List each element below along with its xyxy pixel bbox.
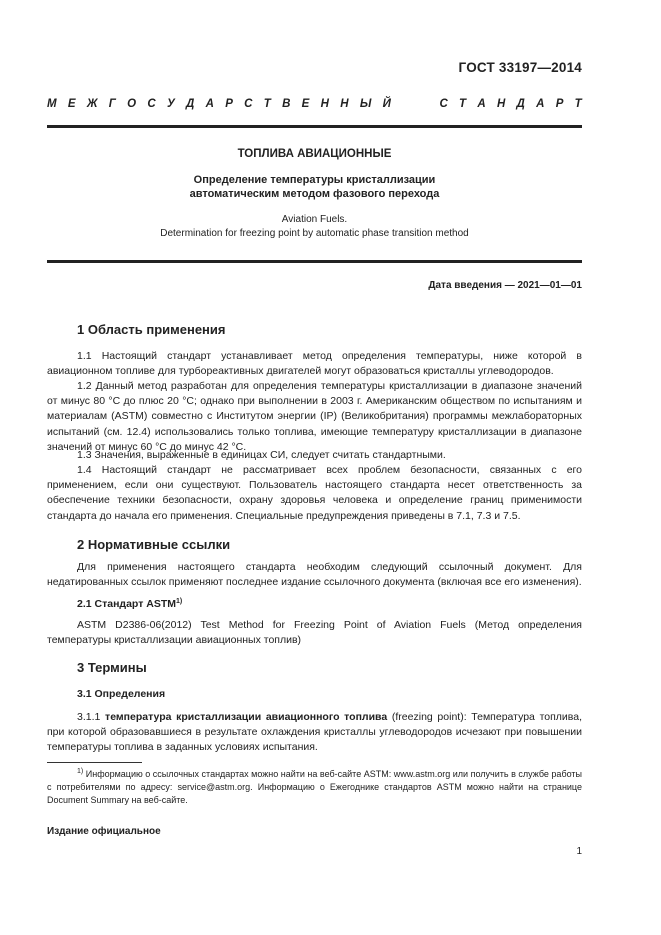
footnote-separator bbox=[47, 762, 142, 763]
section-2-heading: 2 Нормативные ссылки bbox=[77, 537, 231, 552]
banner-letter: М bbox=[47, 98, 57, 110]
interstate-standard-banner bbox=[47, 98, 582, 110]
footnote-marker: 1) bbox=[176, 598, 183, 605]
page-number: 1 bbox=[576, 846, 582, 857]
footnote-number: 1) bbox=[77, 768, 84, 775]
banner-letter: Т bbox=[574, 98, 582, 110]
banner-letter: Е bbox=[67, 98, 76, 110]
english-title bbox=[47, 213, 582, 241]
paragraph-2: Для применения настоящего стандарта необходим следующий ссылочный документ. Для недатированных ссылок применяют последнее издание ссылочного документа (включая все его изменения). bbox=[47, 561, 582, 589]
banner-letter: Р bbox=[555, 98, 564, 110]
banner-letter: Н bbox=[320, 98, 329, 110]
section-3-heading: 3 Термины bbox=[77, 660, 147, 675]
section-1-heading: 1 Область применения bbox=[77, 322, 226, 337]
banner-letter: Т bbox=[459, 98, 467, 110]
official-edition-label: Издание официальное bbox=[47, 826, 161, 837]
paragraph-1-2: 1.2 Данный метод разработан для определения температуры кристаллизации в диапазоне значений от минус 80 °С до плюс 20 °С; однако при выполнении в 2003 г. Американским обществом по испытаниям и материалам (ASTM) совместно с Институтом энергии (IP) (Великобритания) программы межлабораторных испытаний (см. 12.4) использовались только топлива, имеющие температуру кристаллизации в диапазоне значений от минус 60 °С до минус 42 °С. bbox=[47, 380, 582, 453]
subsection-2-1-title: 2.1 Стандарт ASTM bbox=[77, 598, 177, 610]
banner-letter: А bbox=[477, 98, 486, 110]
subsection-3-1-heading: 3.1 Определения bbox=[77, 688, 166, 700]
banner-letter: А bbox=[205, 98, 214, 110]
document-subtitle bbox=[47, 173, 582, 201]
banner-letter: Р bbox=[225, 98, 233, 110]
introduction-date: Дата введения — 2021—01—01 bbox=[428, 280, 582, 291]
banner-letter: В bbox=[282, 98, 291, 110]
banner-letter: Ы bbox=[359, 98, 372, 110]
banner-letter: Н bbox=[496, 98, 506, 110]
title-rule bbox=[47, 260, 582, 263]
astm-reference: ASTM D2386-06(2012) Test Method for Freezing Point of Aviation Fuels (Метод определения температуры кристаллизации авиационных топлив) bbox=[47, 619, 582, 647]
banner-letter: С bbox=[244, 98, 253, 110]
banner-letter: С bbox=[147, 98, 156, 110]
subsection-2-1-heading bbox=[77, 598, 182, 610]
term-number: 3.1.1 bbox=[77, 711, 106, 723]
top-rule bbox=[47, 125, 582, 128]
banner-letter: Е bbox=[301, 98, 310, 110]
term-definition: (freezing point): Температура топлива, при которой образовавшиеся в результате охлаждения кристаллы углеводородов исчезают при повышении температуры топлива в заданных условиях испытания. bbox=[47, 711, 582, 754]
banner-letter: Д bbox=[516, 98, 525, 110]
banner-letter: Ж bbox=[86, 98, 98, 110]
banner-letter: Д bbox=[186, 98, 195, 110]
paragraph-1-4: 1.4 Настоящий стандарт не рассматривает всех проблем безопасности, связанных с его применением, если они существуют. Пользователь настоящего стандарта несет ответственность за обеспечение техники безопасности, охрану здоровья человека и определение границ применимости стандарта до начала его применения. Специальные предупреждения приведены в 7.1, 7.3 и 7.5. bbox=[47, 464, 582, 522]
document-title: ТОПЛИВА АВИАЦИОННЫЕ bbox=[237, 148, 392, 160]
banner-letter: Г bbox=[108, 98, 116, 110]
footnote-text: Информацию о ссылочных стандартах можно найти на веб-сайте ASTM: www.astm.org или получить в службе работы с потребителями по адресу: service@astm.org. Информацию о Ежегоднике стандартов ASTM можно найти на странице Document Summary на веб-сайте. bbox=[47, 769, 582, 805]
banner-gap bbox=[402, 98, 428, 110]
subtitle-line: Определение температуры кристаллизации bbox=[193, 174, 436, 186]
english-title-line: Determination for freezing point by automatic phase transition method bbox=[160, 228, 469, 239]
banner-letter: О bbox=[127, 98, 137, 110]
banner-letter: Н bbox=[340, 98, 349, 110]
banner-letter: У bbox=[166, 98, 175, 110]
term-3-1-1 bbox=[47, 710, 582, 756]
term-name: температура кристаллизации авиационного топлива bbox=[105, 711, 388, 723]
paragraph-1-1: 1.1 Настоящий стандарт устанавливает метод определения температуры, ниже которой в авиационном топливе для турбореактивных двигателей могут образоваться кристаллы углеводородов. bbox=[47, 350, 582, 378]
banner-letter: Й bbox=[382, 98, 391, 110]
banner-letter: С bbox=[439, 98, 448, 110]
banner-letter: Т bbox=[263, 98, 271, 110]
english-title-line: Aviation Fuels. bbox=[281, 214, 348, 225]
standard-code: ГОСТ 33197—2014 bbox=[458, 60, 582, 75]
subtitle-line: автоматическим методом фазового перехода bbox=[189, 188, 440, 200]
paragraph-1-3: 1.3 Значения, выраженные в единицах СИ, следует считать стандартными. bbox=[77, 449, 446, 461]
footnote bbox=[47, 768, 582, 807]
banner-letter: А bbox=[536, 98, 545, 110]
